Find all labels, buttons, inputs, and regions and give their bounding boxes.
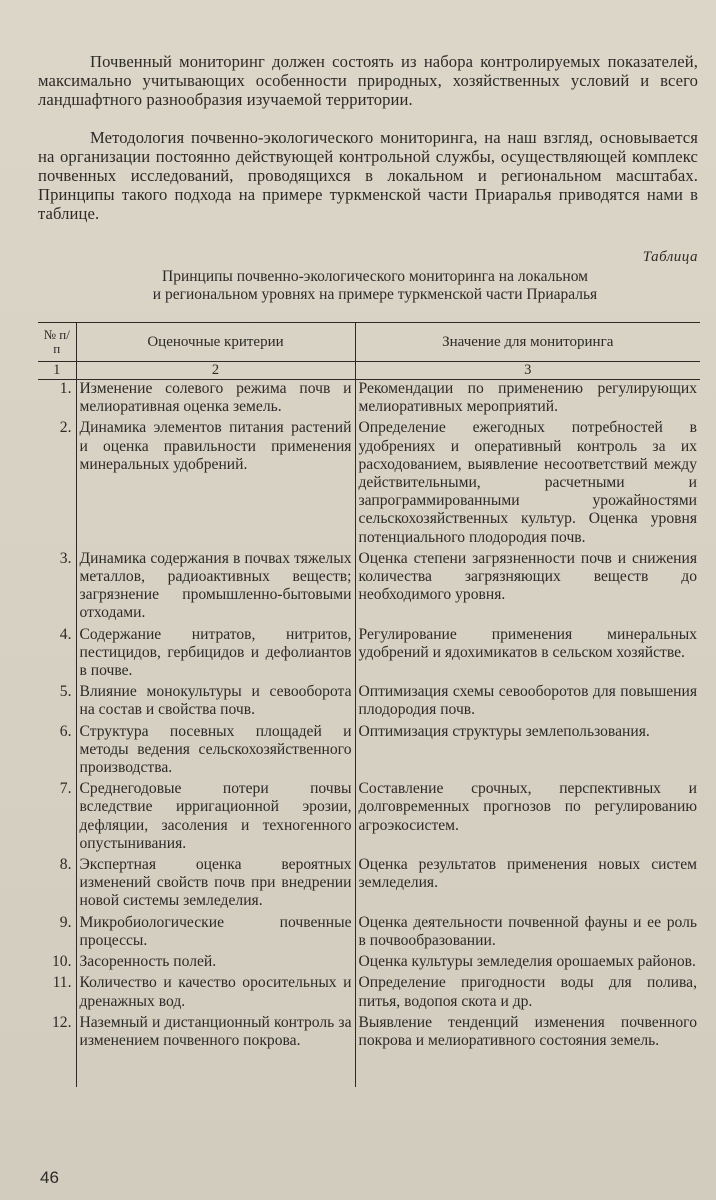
column-number: 1	[38, 362, 76, 380]
table-caption	[60, 268, 690, 304]
table-row	[38, 914, 700, 953]
value-cell: Составление срочных, перспективных и долговременных прогнозов по регулированию агроэкосистем.	[355, 780, 700, 856]
column-number-row	[38, 362, 700, 380]
caption-line-2: и региональном уровнях на примере туркменской части Приаралья	[152, 286, 598, 303]
criteria-cell: Среднегодовые потери почвы вследствие ирригационной эрозии, дефляции, засоления и техногенного опустынивания.	[76, 780, 355, 856]
header-criteria: Оценочные критерии	[76, 323, 355, 362]
value-cell: Определение пригодности воды для полива, питья, водопоя скота и др.	[355, 974, 700, 1013]
value-cell: Оценка результатов применения новых систем земледелия.	[355, 856, 700, 914]
row-number: 12.	[52, 1013, 72, 1031]
table-row	[38, 723, 700, 781]
row-number: 5.	[59, 683, 72, 701]
row-number: 4.	[59, 625, 72, 643]
table-row	[38, 550, 700, 626]
criteria-cell: Динамика содержания в почвах тяжелых металлов, радиоактивных веществ; загрязнение промышленно-бытовыми отходами.	[76, 550, 355, 626]
page-number: 46	[40, 1168, 59, 1187]
caption-line-1: Принципы почвенно-экологического мониторинга на локальном	[162, 268, 588, 285]
criteria-cell: Структура посевных площадей и методы ведения сельскохозяйственного производства.	[76, 723, 355, 781]
criteria-cell: Влияние монокультуры и севооборота на состав и свойства почв.	[76, 683, 355, 722]
value-cell: Регулирование применения минеральных удобрений и ядохимикатов в сельском хозяйстве.	[355, 626, 700, 684]
paragraph-1	[38, 52, 698, 109]
column-number: 2	[76, 362, 355, 380]
table-row	[38, 780, 700, 856]
table-row	[38, 683, 700, 722]
criteria-cell: Содержание нитратов, нитритов, пестицидов, гербицидов и дефолиантов в почве.	[76, 626, 355, 684]
table-row	[38, 380, 700, 420]
row-number: 9.	[59, 913, 72, 931]
criteria-cell: Количество и качество оросительных и дренажных вод.	[76, 974, 355, 1013]
paragraph-text: Почвенный мониторинг должен состоять из набора контролируемых показателей, максимально учитывающих особенности природных, хозяйственных условий и всего ландшафтного разнообразия изучаемой территории.	[38, 52, 698, 109]
header-num: № п/п	[38, 323, 76, 362]
row-number: 2.	[59, 419, 72, 437]
criteria-cell: Наземный и дистанционный контроль за изменением почвенного покрова.	[76, 1014, 355, 1087]
criteria-cell: Микробиологические почвенные процессы.	[76, 914, 355, 953]
value-cell: Оптимизация схемы севооборотов для повышения плодородия почв.	[355, 683, 700, 722]
table-row	[38, 419, 700, 549]
value-cell: Выявление тенденций изменения почвенного покрова и мелиоративного состояния земель.	[355, 1014, 700, 1087]
row-number: 8.	[59, 856, 72, 874]
value-cell: Оценка культуры земледелия орошаемых районов.	[355, 953, 700, 974]
paragraph-2	[38, 128, 698, 223]
row-number: 3.	[59, 549, 72, 567]
table-row	[38, 626, 700, 684]
value-cell: Оценка степени загрязненности почв и снижения количества загрязняющих веществ до необходимого уровня.	[355, 550, 700, 626]
row-number: 11.	[52, 974, 72, 992]
paragraph-text: Методология почвенно-экологического мониторинга, на наш взгляд, основывается на организации постоянно действующей контрольной службы, осуществляющей комплекс почвенных исследований, проводящихся в локальном и региональном масштабах. Принципы такого подхода на примере туркменской части Приаралья приводятся нами в таблице.	[38, 128, 698, 223]
value-cell: Определение ежегодных потребностей в удобрениях и оперативный контроль за их расходованием, выявление несоответствий между действительными, расчетными и запрограммированными урожайностями сельскохозяйственных культур. Оценка уровня потенциального плодородия почв.	[355, 419, 700, 549]
column-number: 3	[355, 362, 700, 380]
monitoring-table	[38, 322, 700, 1087]
criteria-cell: Засоренность полей.	[76, 953, 355, 974]
row-number: 6.	[59, 722, 72, 740]
table-label: Таблица	[642, 249, 698, 265]
table-row	[38, 953, 700, 974]
criteria-cell: Экспертная оценка вероятных изменений свойств почв при внедрении новой системы земледелия.	[76, 856, 355, 914]
criteria-cell: Изменение солевого режима почв и мелиоративная оценка земель.	[76, 380, 355, 420]
table-header-row	[38, 323, 700, 362]
value-cell: Оптимизация структуры землепользования.	[355, 723, 700, 781]
row-number: 1.	[59, 380, 72, 397]
header-value: Значение для мониторинга	[355, 323, 700, 362]
table-row	[38, 974, 700, 1013]
table-row	[38, 856, 700, 914]
table-body	[38, 362, 700, 1087]
row-number: 7.	[59, 780, 72, 798]
value-cell: Рекомендации по применению регулирующих мелиоративных мероприятий.	[355, 380, 700, 420]
value-cell: Оценка деятельности почвенной фауны и ее роль в почвообразовании.	[355, 914, 700, 953]
criteria-cell: Динамика элементов питания растений и оценка правильности применения минеральных удобрений.	[76, 419, 355, 549]
row-number: 10.	[52, 953, 72, 971]
table-row	[38, 1014, 700, 1087]
